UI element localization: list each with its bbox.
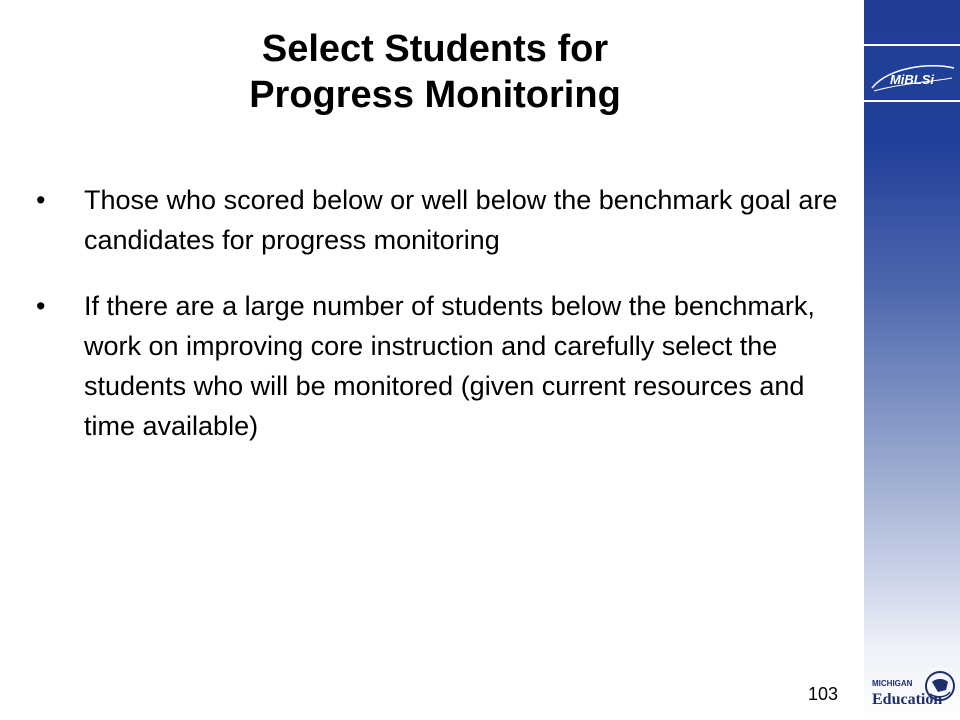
miblsi-logo (868, 58, 956, 96)
slide-title (150, 26, 720, 118)
miblsi-logo-text: MiBLSi (889, 72, 935, 87)
band-divider-bottom (864, 100, 960, 102)
bullet-text: Those who scored below or well below the benchmark goal are candidates for progress monitoring (84, 185, 838, 255)
michigan-education-logo (870, 664, 956, 716)
slide-title-line-2: Progress Monitoring (249, 74, 621, 116)
sidebar-gradient-band (864, 0, 960, 720)
bullet-marker: • (36, 291, 46, 321)
bullet-list (28, 180, 838, 446)
bullet-item (28, 286, 838, 446)
bullet-marker: • (36, 185, 46, 215)
slide-title-line-1: Select Students for (261, 28, 609, 70)
bullet-item (28, 180, 838, 260)
education-logo-text: Education (872, 691, 943, 708)
bullet-text: If there are a large number of students below the benchmark, work on improving core instruction and carefully select the students who will be monitored (given current resources and time available) (84, 291, 815, 441)
band-divider-top (864, 44, 960, 46)
michigan-logo-small-text: MICHIGAN (872, 679, 913, 688)
page-number: 103 (808, 684, 839, 704)
